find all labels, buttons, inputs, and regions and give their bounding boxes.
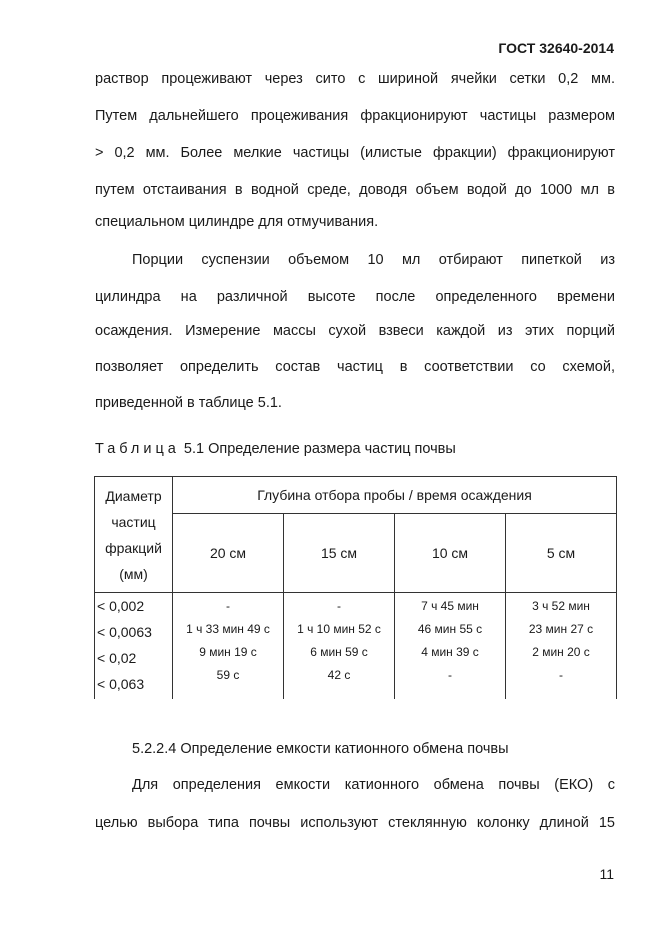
diameter-header: Диаметр частиц фракций (мм) [95,477,173,593]
table-cell: 1 ч 33 мин 49 с [186,622,270,636]
text-line: цилиндра на различной высоте после определенного времени [95,289,615,305]
diameter-values [95,593,173,700]
table-cell: 9 мин 19 с [199,645,257,659]
depth-header: 15 см [284,514,395,593]
text-line: путем отстаивания в водной среде, доводя объем водой до 1000 мл в [95,182,615,198]
table-cell: 4 мин 39 с [421,645,479,659]
table-cell: 59 с [216,668,240,682]
table-cell: 6 мин 59 с [310,645,368,659]
table-caption-title: 5.1 Определение размера частиц почвы [183,441,456,457]
table-cell: - [226,599,230,613]
text-line: Путем дальнейшего процеживания фракционируют частицы размером [95,108,615,124]
time-values-5cm [506,593,617,700]
table-cell: 2 мин 20 с [532,645,590,659]
table-cell: 7 ч 45 мин [421,599,479,613]
text-line: > 0,2 мм. Более мелкие частицы (илистые фракции) фракционируют [95,145,615,161]
table-cell: 23 мин 27 с [528,622,594,636]
table-cell: 42 с [327,668,351,682]
table-cell: 46 мин 55 с [417,622,483,636]
table-row-label: < 0,002 [97,598,145,614]
table-cell: 3 ч 52 мин [532,599,590,613]
time-values-10cm [395,593,506,700]
table-cell: - [448,668,452,682]
table-row-label: < 0,0063 [97,624,152,640]
time-values-15cm [284,593,395,700]
table-cell: - [337,599,341,613]
section-heading: 5.2.2.4 Определение емкости катионного обмена почвы [132,741,509,757]
text-line: раствор процеживают через сито с шириной ячейки сетки 0,2 мм. [95,71,615,87]
text-line: приведенной в таблице 5.1. [95,395,282,411]
table-caption [95,441,456,457]
table-row-label: < 0,02 [97,650,137,666]
depth-header: 5 см [506,514,617,593]
table-cell: 1 ч 10 мин 52 с [297,622,381,636]
table-cell: - [559,668,563,682]
depth-header: 20 см [173,514,284,593]
text-line: специальном цилиндре для отмучивания. [95,214,379,230]
text-line: позволяет определить состав частиц в соответствии со схемой, [95,359,615,375]
depth-time-header: Глубина отбора пробы / время осаждения [173,477,617,514]
text-line: целью выбора типа почвы используют стеклянную колонку длиной 15 [95,815,615,831]
document-id: ГОСТ 32640-2014 [498,40,614,56]
time-values-20cm [173,593,284,700]
particle-size-table [94,476,617,699]
text-line: осаждения. Измерение массы сухой взвеси каждой из этих порций [95,323,615,339]
text-line: Для определения емкости катионного обмена почвы (ЕКО) с [132,777,615,793]
text-line: Порции суспензии объемом 10 мл отбирают пипеткой из [132,252,615,268]
depth-header: 10 см [395,514,506,593]
table-caption-label: Таблица [95,441,180,457]
table-row-label: < 0,063 [97,676,145,692]
page-number: 11 [599,866,614,882]
